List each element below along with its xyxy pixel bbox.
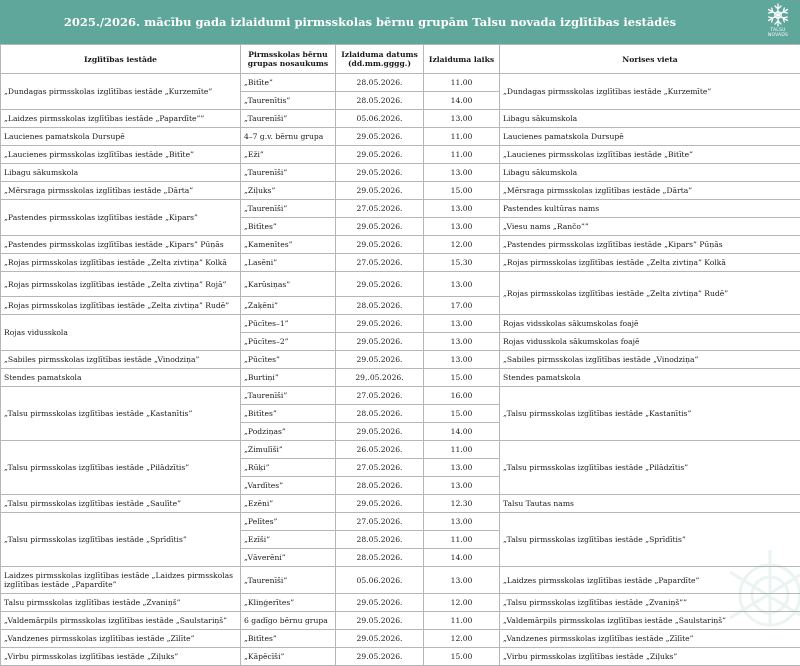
venue-cell: „Valdemārpils pirmsskolas izglītības iestāde „Saulstariņš” <box>500 612 800 630</box>
time-cell: 13.00 <box>424 351 500 369</box>
time-cell: 13.00 <box>424 315 500 333</box>
table-row <box>1 236 800 254</box>
column-header-venue: Norises vieta <box>500 45 800 74</box>
date-cell: 29.05.2026. <box>336 630 424 648</box>
logo-text-line2: NOVADS <box>760 33 796 38</box>
venue-cell: „Rojas pirmsskolas izglītības iestāde „Zelta zivtiņa” Kolkā <box>500 254 800 272</box>
group-cell: „Burtiņi” <box>241 369 336 387</box>
venue-cell: „Pastendes pirmsskolas izglītības iestāde „Kipars” Pūņās <box>500 236 800 254</box>
table-row <box>1 648 800 666</box>
table-row <box>1 182 800 200</box>
group-cell: „Bitīte” <box>241 74 336 92</box>
time-cell: 12.00 <box>424 630 500 648</box>
venue-cell: „Laidzes pirmsskolas izglītības iestāde „Papardīte” <box>500 567 800 594</box>
table-row <box>1 146 800 164</box>
time-cell: 12.30 <box>424 495 500 513</box>
group-cell: „Taurenīši” <box>241 387 336 405</box>
table-row <box>1 369 800 387</box>
date-cell: 29.05.2026. <box>336 128 424 146</box>
group-cell: „Taurenīši” <box>241 567 336 594</box>
group-cell: „Podziņas” <box>241 423 336 441</box>
table-row <box>1 110 800 128</box>
time-cell: 11.00 <box>424 146 500 164</box>
group-cell: „Pūcītes–2” <box>241 333 336 351</box>
group-cell: „Taurenīši” <box>241 110 336 128</box>
date-cell: 26.05.2026. <box>336 441 424 459</box>
group-cell: „Lasēni” <box>241 254 336 272</box>
date-cell: 28.05.2026. <box>336 297 424 315</box>
institution-cell: „Laucienes pirmsskolas izglītības iestāde „Bitīte” <box>1 146 241 164</box>
institution-cell: „Virbu pirmsskolas izglītības iestāde „Ziļuks” <box>1 648 241 666</box>
time-cell: 15.00 <box>424 369 500 387</box>
venue-cell: Libagu sākumskola <box>500 110 800 128</box>
date-cell: 29.05.2026. <box>336 315 424 333</box>
time-cell: 15.00 <box>424 405 500 423</box>
venue-cell: Libagu sākumskola <box>500 164 800 182</box>
venue-cell: „Talsu pirmsskolas izglītības iestāde „Pilādzītis” <box>500 441 800 495</box>
institution-cell: „Rojas pirmsskolas izglītības iestāde „Zelta zivtiņa” Rojā” <box>1 272 241 297</box>
table-row <box>1 495 800 513</box>
institution-cell: Rojas vidusskola <box>1 315 241 351</box>
table-row <box>1 387 800 405</box>
venue-cell: Talsu Tautas nams <box>500 495 800 513</box>
venue-cell: Laucienes pamatskola Dursupē <box>500 128 800 146</box>
graduation-schedule-table <box>0 44 800 666</box>
time-cell: 11.00 <box>424 612 500 630</box>
column-header-institution: Izglītības iestāde <box>1 45 241 74</box>
institution-cell: „Talsu pirmsskolas izglītības iestāde „Sprīdītis” <box>1 513 241 567</box>
date-cell: 27.05.2026. <box>336 513 424 531</box>
venue-cell: „Talsu pirmsskolas izglītības iestāde „Sprīdītis” <box>500 513 800 567</box>
column-header-time: Izlaiduma laiks <box>424 45 500 74</box>
group-cell: „Pūcītes” <box>241 351 336 369</box>
date-cell: 29.05.2026. <box>336 594 424 612</box>
page-title: 2025./2026. mācību gada izlaidumi pirmsskolas bērnu grupām Talsu novada izglītības iestādēs <box>0 0 740 44</box>
date-cell: 29.05.2026. <box>336 272 424 297</box>
time-cell: 14.00 <box>424 92 500 110</box>
time-cell: 12.00 <box>424 594 500 612</box>
time-cell: 13.00 <box>424 164 500 182</box>
group-cell: „Ezēni” <box>241 495 336 513</box>
time-cell: 15.00 <box>424 182 500 200</box>
group-cell: „Zaķēni” <box>241 297 336 315</box>
group-cell: „Bitītes” <box>241 405 336 423</box>
institution-cell: „Pastendes pirmsskolas izglītības iestāde „Kipars” Pūņās <box>1 236 241 254</box>
table-row <box>1 594 800 612</box>
group-cell: „Eži” <box>241 146 336 164</box>
group-cell: „Ezīši” <box>241 531 336 549</box>
time-cell: 13.00 <box>424 200 500 218</box>
date-cell: 27.05.2026. <box>336 459 424 477</box>
date-cell: 29,.05.2026. <box>336 369 424 387</box>
institution-cell: „Vandzenes pirmsskolas izglītības iestāde „Zīlīte” <box>1 630 241 648</box>
institution-cell: Laucienes pamatskola Dursupē <box>1 128 241 146</box>
institution-cell: „Laidzes pirmsskolas izglītības iestāde „Papardīte”” <box>1 110 241 128</box>
venue-cell: „Dundagas pirmsskolas izglītības iestāde „Kurzemīte” <box>500 74 800 110</box>
institution-cell: „Sabiles pirmsskolas izglītības iestāde „Vinodziņa” <box>1 351 241 369</box>
table-row <box>1 272 800 297</box>
time-cell: 16.00 <box>424 387 500 405</box>
institution-cell: „Pastendes pirmsskolas izglītības iestāde „Kipars” <box>1 200 241 236</box>
table-row <box>1 164 800 182</box>
group-cell: „Zimulīši” <box>241 441 336 459</box>
institution-cell: „Talsu pirmsskolas izglītības iestāde „Kastanītis” <box>1 387 241 441</box>
date-cell: 28.05.2026. <box>336 74 424 92</box>
date-cell: 28.05.2026. <box>336 531 424 549</box>
table-row <box>1 351 800 369</box>
group-cell: „Kamenītes” <box>241 236 336 254</box>
date-cell: 28.05.2026. <box>336 405 424 423</box>
time-cell: 15.00 <box>424 648 500 666</box>
table-row <box>1 128 800 146</box>
date-cell: 05.06.2026. <box>336 110 424 128</box>
venue-cell: „Sabiles pirmsskolas izglītības iestāde „Vinodziņa” <box>500 351 800 369</box>
page-header <box>0 0 800 44</box>
column-header-date: Izlaiduma datums (dd.mm.gggg.) <box>336 45 424 74</box>
table-header-row <box>1 45 800 74</box>
date-cell: 05.06.2026. <box>336 567 424 594</box>
institution-cell: Laidzes pirmsskolas izglītības iestāde „Laidzes pirmsskolas izglītības iestāde „Papardīte” <box>1 567 241 594</box>
date-cell: 28.05.2026. <box>336 549 424 567</box>
group-cell: 6 gadīgo bērnu grupa <box>241 612 336 630</box>
date-cell: 29.05.2026. <box>336 236 424 254</box>
group-cell: „Taurenīši” <box>241 164 336 182</box>
institution-cell: „Mērsraga pirmsskolas izglītības iestāde „Dārta” <box>1 182 241 200</box>
table-row <box>1 74 800 92</box>
venue-cell: Stendes pamatskola <box>500 369 800 387</box>
institution-cell: Libagu sākumskola <box>1 164 241 182</box>
date-cell: 27.05.2026. <box>336 387 424 405</box>
group-cell: „Taurenīši” <box>241 200 336 218</box>
venue-cell: Rojas vidsskolas sākumskolas foajē <box>500 315 800 333</box>
time-cell: 13.00 <box>424 333 500 351</box>
table-row <box>1 315 800 333</box>
time-cell: 11.00 <box>424 128 500 146</box>
institution-cell: „Rojas pirmsskolas izglītības iestāde „Zelta zivtiņa” Rudē” <box>1 297 241 315</box>
group-cell: „Vardītes” <box>241 477 336 495</box>
time-cell: 14.00 <box>424 423 500 441</box>
venue-cell: „Mērsraga pirmsskolas izglītības iestāde „Dārta” <box>500 182 800 200</box>
group-cell: „Pūcītes–1” <box>241 315 336 333</box>
time-cell: 13.00 <box>424 272 500 297</box>
time-cell: 14.00 <box>424 549 500 567</box>
date-cell: 28.05.2026. <box>336 477 424 495</box>
time-cell: 11.00 <box>424 441 500 459</box>
table-row <box>1 513 800 531</box>
time-cell: 11.00 <box>424 74 500 92</box>
snowflake-icon <box>765 2 791 28</box>
table-row <box>1 567 800 594</box>
group-cell: „Kāpēcīši” <box>241 648 336 666</box>
venue-cell: „Viesu nams „Rančo”” <box>500 218 800 236</box>
table-row <box>1 630 800 648</box>
date-cell: 29.05.2026. <box>336 182 424 200</box>
institution-cell: „Talsu pirmsskolas izglītības iestāde „Saulīte” <box>1 495 241 513</box>
time-cell: 13.00 <box>424 513 500 531</box>
date-cell: 29.05.2026. <box>336 164 424 182</box>
group-cell: „Vāverēni” <box>241 549 336 567</box>
venue-cell: „Talsu pirmsskolas izglītības iestāde „Kastanītis” <box>500 387 800 441</box>
group-cell: 4–7 g.v. bērnu grupa <box>241 128 336 146</box>
venue-cell: „Virbu pirmsskolas izglītības iestāde „Ziļuks” <box>500 648 800 666</box>
group-cell: „Taurenītis” <box>241 92 336 110</box>
group-cell: „Ziļuks” <box>241 182 336 200</box>
date-cell: 29.05.2026. <box>336 351 424 369</box>
group-cell: „Rūķi” <box>241 459 336 477</box>
date-cell: 27.05.2026. <box>336 200 424 218</box>
institution-cell: Stendes pamatskola <box>1 369 241 387</box>
group-cell: „Bitītes” <box>241 630 336 648</box>
table-row <box>1 441 800 459</box>
institution-cell: „Dundagas pirmsskolas izglītības iestāde „Kurzemīte” <box>1 74 241 110</box>
institution-cell: „Rojas pirmsskolas izglītības iestāde „Zelta zivtiņa” Kolkā <box>1 254 241 272</box>
table-row <box>1 200 800 218</box>
date-cell: 28.05.2026. <box>336 92 424 110</box>
logo-text-line1: TALSU <box>760 28 796 33</box>
group-cell: „Bitītes” <box>241 218 336 236</box>
time-cell: 13.00 <box>424 567 500 594</box>
venue-cell: „Laucienes pirmsskolas izglītības iestāde „Bitīte” <box>500 146 800 164</box>
date-cell: 29.05.2026. <box>336 648 424 666</box>
time-cell: 11.00 <box>424 531 500 549</box>
table-row <box>1 254 800 272</box>
venue-cell: „Talsu pirmsskolas izglītības iestāde „Zvaniņš”” <box>500 594 800 612</box>
institution-cell: Talsu pirmsskolas izglītības iestāde „Zvaniņš” <box>1 594 241 612</box>
date-cell: 29.05.2026. <box>336 612 424 630</box>
institution-cell: „Valdemārpils pirmsskolas izglītības iestāde „Saulstariņš” <box>1 612 241 630</box>
venue-cell: Rojas vidusskola sākumskolas foajē <box>500 333 800 351</box>
time-cell: 13.00 <box>424 218 500 236</box>
group-cell: „Kliņģerītes” <box>241 594 336 612</box>
venue-cell: „Rojas pirmsskolas izglītības iestāde „Zelta zivtiņa” Rudē” <box>500 272 800 315</box>
talsu-novads-logo <box>760 2 796 42</box>
date-cell: 29.05.2026. <box>336 146 424 164</box>
time-cell: 12.00 <box>424 236 500 254</box>
time-cell: 15.30 <box>424 254 500 272</box>
date-cell: 29.05.2026. <box>336 423 424 441</box>
group-cell: „Pelītes” <box>241 513 336 531</box>
venue-cell: „Vandzenes pirmsskolas izglītības iestāde „Zīlīte” <box>500 630 800 648</box>
time-cell: 13.00 <box>424 110 500 128</box>
date-cell: 29.05.2026. <box>336 218 424 236</box>
time-cell: 17.00 <box>424 297 500 315</box>
time-cell: 13.00 <box>424 459 500 477</box>
date-cell: 29.05.2026. <box>336 495 424 513</box>
date-cell: 27.05.2026. <box>336 254 424 272</box>
group-cell: „Karūsiņas” <box>241 272 336 297</box>
venue-cell: Pastendes kultūras nams <box>500 200 800 218</box>
date-cell: 29.05.2026. <box>336 333 424 351</box>
time-cell: 13.00 <box>424 477 500 495</box>
institution-cell: „Talsu pirmsskolas izglītības iestāde „Pilādzītis” <box>1 441 241 495</box>
column-header-group: Pirmsskolas bērnu grupas nosaukums <box>241 45 336 74</box>
